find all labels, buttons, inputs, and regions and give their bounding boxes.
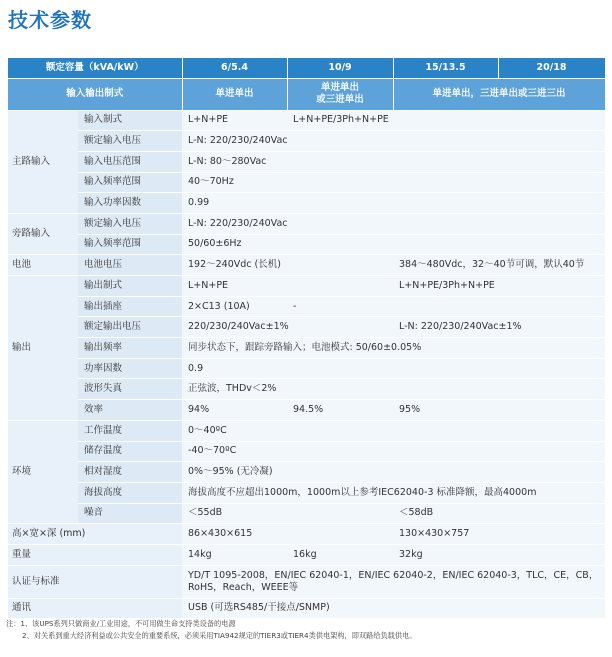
row-label: 输入频率范围 [78, 234, 182, 255]
table-row [8, 151, 605, 172]
row-label: 工作温度 [78, 420, 182, 441]
group-output: 输出 [8, 276, 78, 421]
row-label: 输入电压范围 [78, 151, 182, 172]
cell-value: L+N+PE [182, 110, 287, 131]
row-label: 额定输入电压 [78, 213, 182, 234]
cell-value: 16kg [287, 544, 393, 565]
cell-value: 40～70Hz [182, 172, 605, 193]
table-row [8, 296, 605, 317]
capacity-header: 额定容量（kVA/kW） [8, 58, 182, 78]
cell-value: 正弦波，THDv＜2% [182, 379, 605, 400]
row-label: 功率因数 [78, 358, 182, 379]
row-label: 输出制式 [78, 276, 182, 297]
io-system-v2: 单进单出 或三进单出 [287, 78, 393, 110]
cell-value: 95% [393, 400, 605, 421]
cell-value: 0%～95% (无冷凝) [182, 462, 605, 483]
row-label: 输出频率 [78, 338, 182, 359]
row-label: 额定输出电压 [78, 317, 182, 338]
row-label: 重量 [8, 544, 182, 565]
row-label: 噪音 [78, 503, 182, 524]
row-label: 储存温度 [78, 441, 182, 462]
cell-value: 0.9 [182, 358, 605, 379]
cell-value: 0.99 [182, 193, 605, 214]
cell-value: 海拔高度不应超出1000m，1000m以上参考IEC62040-3 标准降额，最高4000m [182, 482, 605, 503]
table-row [8, 213, 605, 234]
header-row [8, 58, 605, 78]
cell-value: L-N: 220/230/240Vac±1% [393, 317, 605, 338]
table-row [8, 598, 605, 619]
cell-value: 130×430×757 [393, 524, 605, 545]
cell-value: ＜55dB [182, 503, 393, 524]
group-battery: 电池 [8, 255, 78, 276]
io-system-v1: 单进单出 [182, 78, 287, 110]
cell-value: 220/230/240Vac±1% [182, 317, 393, 338]
cell-value: -40～70ºC [182, 441, 605, 462]
group-environment: 环境 [8, 420, 78, 523]
table-row [8, 565, 605, 598]
table-row [8, 234, 605, 255]
cell-value: - [287, 296, 605, 317]
row-label: 额定输入电压 [78, 131, 182, 152]
table-row [8, 420, 605, 441]
cell-value: USB (可选RS485/干接点/SNMP) [182, 598, 605, 619]
footnotes [6, 618, 416, 642]
cell-value: 94.5% [287, 400, 393, 421]
page-title: 技术参数 [8, 8, 92, 32]
row-label: 电池电压 [78, 255, 182, 276]
cell-value: ＜58dB [393, 503, 605, 524]
model-6: 6/5.4 [182, 58, 287, 78]
io-system-label: 输入输出制式 [8, 78, 182, 110]
table-row [8, 317, 605, 338]
io-system-row [8, 78, 605, 110]
cell-value: L+N+PE/3Ph+N+PE [393, 276, 605, 297]
row-label: 输入制式 [78, 110, 182, 131]
cell-value: L+N+PE [182, 276, 393, 297]
row-label: 相对湿度 [78, 462, 182, 483]
spec-table [8, 58, 606, 619]
cell-value: 192～240Vdc (长机) [182, 255, 393, 276]
cell-value: 同步状态下，跟踪旁路输入；电池模式: 50/60±0.05% [182, 338, 605, 359]
cell-value: 2×C13 (10A) [182, 296, 287, 317]
table-row [8, 338, 605, 359]
cell-value: L-N: 220/230/240Vac [182, 213, 605, 234]
table-row [8, 255, 605, 276]
group-bypass-input: 旁路输入 [8, 213, 78, 254]
cell-value: L-N: 220/230/240Vac [182, 131, 605, 152]
group-main-input: 主路输入 [8, 110, 78, 213]
table-row [8, 379, 605, 400]
table-row [8, 503, 605, 524]
row-label: 认证与标准 [8, 565, 182, 598]
row-label: 海拔高度 [78, 482, 182, 503]
row-label: 通讯 [8, 598, 182, 619]
row-label: 输出插座 [78, 296, 182, 317]
model-15: 15/13.5 [393, 58, 498, 78]
model-10: 10/9 [287, 58, 393, 78]
io-system-v3: 单进单出，三进单出或三进三出 [393, 78, 605, 110]
model-20: 20/18 [498, 58, 605, 78]
table-row [8, 544, 605, 565]
table-row [8, 441, 605, 462]
table-row [8, 358, 605, 379]
cell-value: 50/60±6Hz [182, 234, 605, 255]
table-row [8, 482, 605, 503]
row-label: 输入频率范围 [78, 172, 182, 193]
footnote-1: 注：1、该UPS系列只做商业/工业用途，不可用做生命支持类设备的电源 [6, 619, 236, 628]
table-row [8, 524, 605, 545]
cell-value: 32kg [393, 544, 605, 565]
cell-value: L+N+PE/3Ph+N+PE [287, 110, 605, 131]
table-row [8, 193, 605, 214]
cell-value: 384～480Vdc，32～40节可调，默认40节 [393, 255, 605, 276]
row-label: 效率 [78, 400, 182, 421]
table-row [8, 172, 605, 193]
cell-value: L-N: 80～280Vac [182, 151, 605, 172]
row-label: 波形失真 [78, 379, 182, 400]
footnote-2: 2、对关系到重大经济利益或公共安全的重要系统，必须采用TIA942规定的TIER3或TIER4类供电架构，即双路给负载供电。 [22, 631, 417, 640]
table-row [8, 462, 605, 483]
cell-value: 94% [182, 400, 287, 421]
table-row [8, 110, 605, 131]
cell-value: YD/T 1095-2008，EN/IEC 62040-1，EN/IEC 62040-2，EN/IEC 62040-3，TLC，CE，CB，RoHS，Reach，WEEE等 [182, 565, 605, 598]
row-label: 高×宽×深 (mm) [8, 524, 182, 545]
table-row [8, 131, 605, 152]
table-row [8, 276, 605, 297]
table-row [8, 400, 605, 421]
cell-value: 86×430×615 [182, 524, 393, 545]
cell-value: 14kg [182, 544, 287, 565]
cell-value: 0～40ºC [182, 420, 605, 441]
row-label: 输入功率因数 [78, 193, 182, 214]
